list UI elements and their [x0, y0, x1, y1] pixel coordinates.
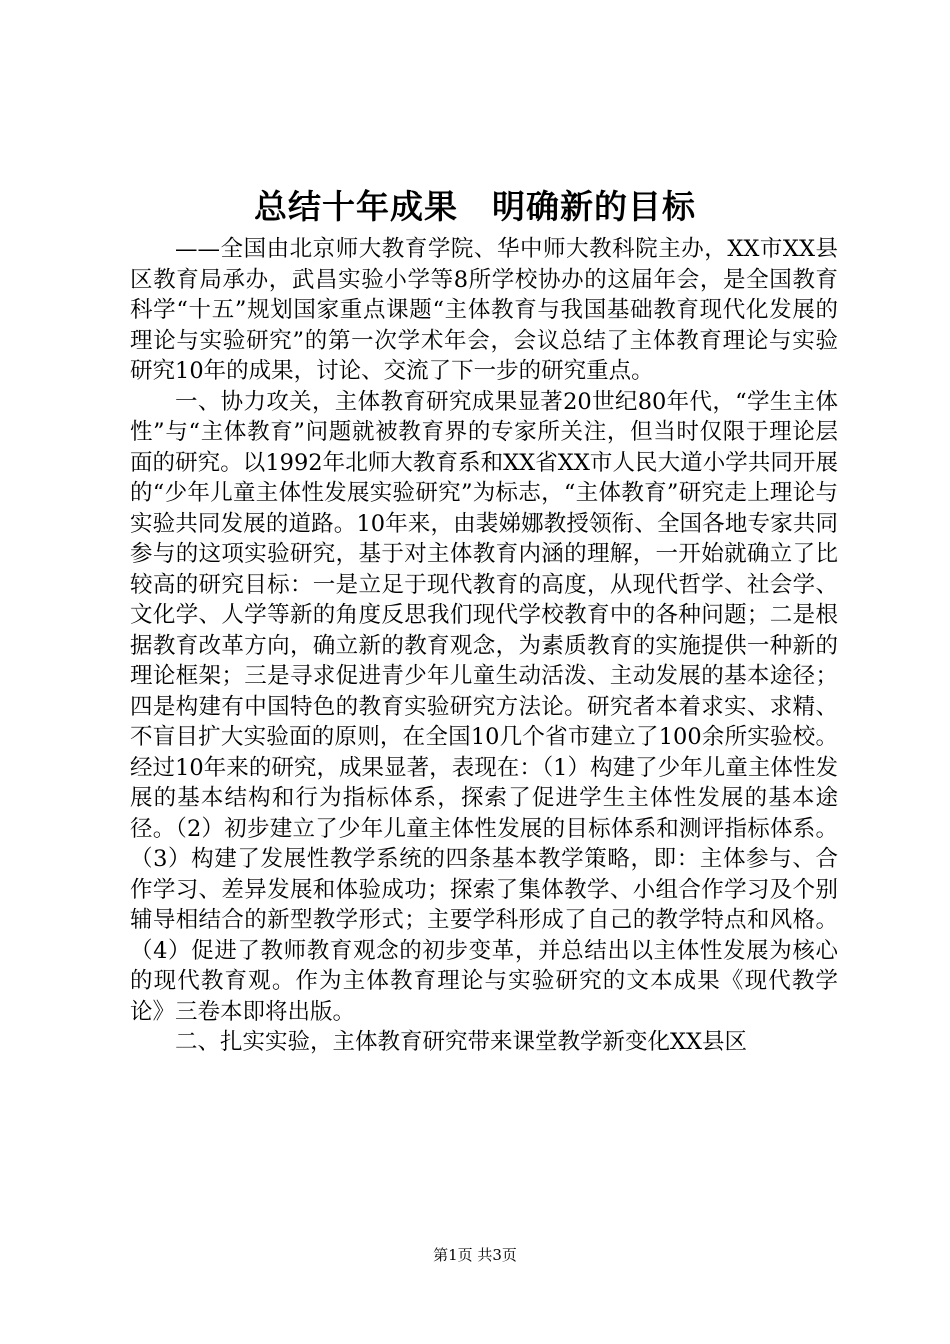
section-two-paragraph: 二、扎实实验，主体教育研究带来课堂教学新变化XX县区: [175, 1029, 748, 1055]
section-one-paragraph: 一、协力攻关，主体教育研究成果显著20世纪80年代，“学生主体性”与“主体教育”问题就被教育界的专家所关注，但当时仅限于理论层面的研究。以1992年北师大教育系和XX省XX市人民大道小学共同开展的“少年儿童主体性发展实验研究”为标志，“主体教育”研究走上理论与实验共同发展的道路。10年来，由裴娣娜教授领衔、全国各地专家共同参与的这项实验研究，基于对主体教育内涵的理解，一开始就确立了比较高的研究目标：一是立足于现代教育的高度，从现代哲学、社会学、文化学、人学等新的角度反思我们现代学校教育中的各种问题；二是根据教育改革方向，确立新的教育观念，为素质教育的实施提供一种新的理论框架；三是寻求促进青少年儿童生动活泼、主动发展的基本途径；四是构建有中国特色的教育实验研究方法论。研究者本着求实、求精、不盲目扩大实验面的原则，在全国10几个省市建立了100余所实验校。经过10年来的研究，成果显著，表现在：（1）构建了少年儿童主体性发展的基本结构和行为指标体系，探索了促进学生主体性发展的基本途径。（2）初步建立了少年儿童主体性发展的目标体系和测评指标体系。（3）构建了发展性教学系统的四条基本教学策略，即：主体参与、合作学习、差异发展和体验成功；探索了集体教学、小组合作学习及个别辅导相结合的新型教学形式；主要学科形成了自己的教学特点和风格。（4）促进了教师教育观念的初步变革，并总结出以主体性发展为核心的现代教育观。作为主体教育理论与实验研究的文本成果《现代教学论》三卷本即将出版。: [130, 388, 838, 1025]
document-body: [130, 234, 838, 1058]
page-number-footer: 第1页 共3页: [433, 1246, 517, 1264]
intro-paragraph: ——全国由北京师大教育学院、华中师大教科院主办，XX市XX县区教育局承办，武昌实验小学等8所学校协办的这届年会，是全国教育科学“十五”规划国家重点课题“主体教育与我国基础教育现代化发展的理论与实验研究”的第一次学术年会，会议总结了主体教育理论与实验研究10年的成果，讨论、交流了下一步的研究重点。: [130, 236, 838, 384]
document-title: 总结十年成果 明确新的目标: [254, 187, 696, 226]
